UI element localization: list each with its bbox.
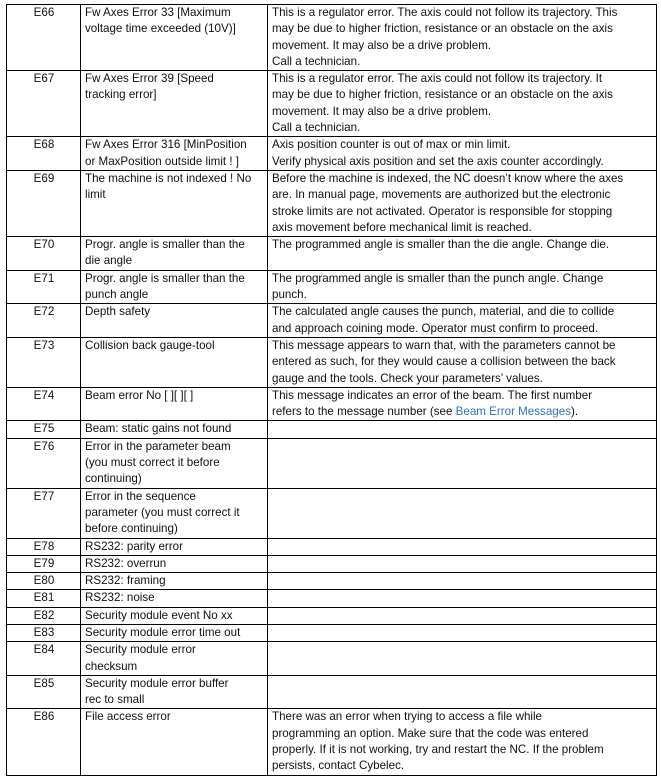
message-line: tracking error] — [85, 88, 157, 102]
description-line: Axis position counter is out of max or min limit. — [272, 138, 511, 152]
error-description-cell — [268, 170, 657, 236]
error-code-cell: E74 — [7, 387, 81, 421]
error-message-cell — [81, 488, 268, 538]
error-table-body — [7, 5, 657, 776]
description-line: are. In manual page, movements are authorized but the electronic — [272, 188, 611, 202]
description-line: axis movement before mechanical limit is reached. — [272, 220, 532, 234]
description-line: The calculated angle causes the punch, material, and die to collide — [272, 305, 615, 319]
error-description-cell — [268, 555, 657, 572]
message-line: rec to small — [85, 693, 145, 707]
error-message-cell — [81, 438, 268, 488]
description-line: punch. — [272, 288, 307, 302]
table-row — [7, 5, 657, 71]
error-description-cell — [268, 5, 657, 71]
error-code-table — [6, 4, 657, 776]
error-description-cell — [268, 573, 657, 590]
message-line: The machine is not indexed ! No — [85, 171, 252, 185]
error-description-cell — [268, 590, 657, 607]
table-row — [7, 337, 657, 387]
message-line: Fw Axes Error 39 [Speed — [85, 72, 214, 86]
message-line: Security module error buffer — [85, 676, 229, 690]
error-description-cell — [268, 337, 657, 387]
message-line: Security module event No xx — [85, 608, 233, 622]
error-description-cell — [268, 387, 657, 421]
error-code-cell: E66 — [7, 5, 81, 71]
error-code-cell: E84 — [7, 642, 81, 676]
error-message-cell — [81, 421, 268, 438]
description-line: Call a technician. — [272, 54, 361, 68]
error-message-cell — [81, 573, 268, 590]
description-line: stroke limits are not activated. Operator is responsible for stopping — [272, 204, 613, 218]
error-message-cell — [81, 71, 268, 137]
error-description-cell — [268, 71, 657, 137]
description-line: Before the machine is indexed, the NC doesn’t know where the axes — [272, 171, 624, 185]
message-line: File access error — [85, 710, 171, 724]
table-row — [7, 642, 657, 676]
table-row — [7, 438, 657, 488]
description-line: This message indicates an error of the beam. The first number — [272, 388, 593, 402]
description-line: gauge and the tools. Check your parameters’ values. — [272, 371, 543, 385]
description-line: Verify physical axis position and set the axis counter accordingly. — [272, 154, 604, 168]
table-row — [7, 270, 657, 304]
table-row — [7, 304, 657, 338]
error-code-cell: E72 — [7, 304, 81, 338]
error-message-cell — [81, 709, 268, 775]
message-line: or MaxPosition outside limit ! ] — [85, 154, 239, 168]
description-line: may be due to higher friction, resistance or an obstacle on the axis — [272, 88, 613, 102]
table-row — [7, 590, 657, 607]
description-line: This is a regulator error. The axis could not follow its trajectory. This — [272, 6, 618, 19]
table-row — [7, 607, 657, 624]
description-line: movement. It may also be a drive problem. — [272, 104, 492, 118]
error-description-cell — [268, 438, 657, 488]
message-line: Beam error No [ ][ ][ ] — [85, 388, 194, 402]
error-message-cell — [81, 607, 268, 624]
description-line: This message appears to warn that, with the parameters cannot be — [272, 338, 616, 352]
error-code-cell: E82 — [7, 607, 81, 624]
error-message-cell — [81, 590, 268, 607]
table-row — [7, 675, 657, 709]
error-description-cell — [268, 488, 657, 538]
message-line: Fw Axes Error 33 [Maximum — [85, 6, 231, 19]
message-line: Progr. angle is smaller than the — [85, 238, 245, 252]
error-code-cell: E79 — [7, 555, 81, 572]
message-line: before continuing) — [85, 522, 178, 536]
table-row — [7, 71, 657, 137]
message-line: Collision back gauge-tool — [85, 338, 215, 352]
error-code-cell: E73 — [7, 337, 81, 387]
error-message-cell — [81, 5, 268, 71]
description-line: entered as such, for they would cause a collision between the back — [272, 355, 616, 369]
error-description-cell — [268, 709, 657, 775]
description-line: programming an option. Make sure that the code was entered — [272, 726, 589, 740]
message-line: parameter (you must correct it — [85, 505, 240, 519]
error-code-cell: E75 — [7, 421, 81, 438]
message-line: Progr. angle is smaller than the — [85, 271, 245, 285]
error-description-cell — [268, 607, 657, 624]
error-description-cell — [268, 421, 657, 438]
message-line: Fw Axes Error 316 [MinPosition — [85, 138, 247, 152]
error-code-cell: E86 — [7, 709, 81, 775]
message-line: Error in the parameter beam — [85, 439, 231, 453]
table-row — [7, 387, 657, 421]
error-code-cell: E69 — [7, 170, 81, 236]
message-line: RS232: noise — [85, 591, 155, 605]
error-code-cell: E85 — [7, 675, 81, 709]
error-code-cell: E80 — [7, 573, 81, 590]
message-line: Error in the sequence — [85, 489, 196, 503]
table-row — [7, 137, 657, 171]
error-description-cell — [268, 675, 657, 709]
message-line: continuing) — [85, 472, 142, 486]
description-line: persists, contact Cybelec. — [272, 759, 405, 773]
description-line: The programmed angle is smaller than the die angle. Change die. — [272, 238, 610, 252]
table-row — [7, 237, 657, 271]
error-message-cell — [81, 337, 268, 387]
description-line: This is a regulator error. The axis could not follow its trajectory. It — [272, 72, 603, 86]
error-message-cell — [81, 642, 268, 676]
message-line: limit — [85, 188, 106, 202]
error-code-cell: E67 — [7, 71, 81, 137]
table-row — [7, 170, 657, 236]
error-description-cell — [268, 304, 657, 338]
message-line: Beam: static gains not found — [85, 422, 232, 436]
description-line: movement. It may also be a drive problem. — [272, 38, 492, 52]
description-line: The programmed angle is smaller than the punch angle. Change — [272, 271, 604, 285]
message-line: RS232: framing — [85, 574, 166, 588]
message-line: RS232: overrun — [85, 556, 167, 570]
error-description-cell — [268, 137, 657, 171]
error-description-cell — [268, 642, 657, 676]
error-description-cell — [268, 624, 657, 641]
description-line: There was an error when trying to access a file while — [272, 710, 542, 724]
message-line: Security module error — [85, 643, 196, 657]
error-code-cell: E78 — [7, 538, 81, 555]
error-code-cell: E68 — [7, 137, 81, 171]
description-prefix: refers to the message number (see — [272, 405, 456, 419]
description-line — [272, 404, 653, 420]
error-message-cell — [81, 675, 268, 709]
error-message-cell — [81, 304, 268, 338]
error-message-cell — [81, 270, 268, 304]
message-line: RS232: parity error — [85, 539, 183, 553]
table-row — [7, 538, 657, 555]
beam-error-messages-link[interactable]: Beam Error Messages — [455, 405, 571, 419]
message-line: Security module error time out — [85, 625, 241, 639]
error-message-cell — [81, 237, 268, 271]
table-row — [7, 555, 657, 572]
error-message-cell — [81, 170, 268, 236]
error-description-cell — [268, 237, 657, 271]
message-line: (you must correct it before — [85, 456, 220, 470]
error-code-cell: E76 — [7, 438, 81, 488]
table-row — [7, 624, 657, 641]
error-code-cell: E77 — [7, 488, 81, 538]
message-line: punch angle — [85, 288, 149, 302]
error-message-cell — [81, 555, 268, 572]
error-description-cell — [268, 538, 657, 555]
table-row — [7, 709, 657, 775]
error-code-cell: E70 — [7, 237, 81, 271]
table-row — [7, 488, 657, 538]
table-row — [7, 573, 657, 590]
message-line: Depth safety — [85, 305, 151, 319]
error-message-cell — [81, 137, 268, 171]
table-row — [7, 421, 657, 438]
description-line: and approach coining mode. Operator must confirm to proceed. — [272, 321, 599, 335]
message-line: checksum — [85, 659, 138, 673]
error-message-cell — [81, 624, 268, 641]
error-message-cell — [81, 387, 268, 421]
description-line: may be due to higher friction, resistance or an obstacle on the axis — [272, 22, 613, 36]
error-code-cell: E81 — [7, 590, 81, 607]
description-line: Call a technician. — [272, 121, 361, 135]
error-code-cell: E71 — [7, 270, 81, 304]
error-message-cell — [81, 538, 268, 555]
error-description-cell — [268, 270, 657, 304]
error-code-cell: E83 — [7, 624, 81, 641]
message-line: die angle — [85, 254, 133, 268]
description-suffix: ). — [571, 405, 579, 419]
message-line: voltage time exceeded (10V)] — [85, 22, 236, 36]
description-line: properly. If it is not working, try and restart the NC. If the problem — [272, 743, 604, 757]
